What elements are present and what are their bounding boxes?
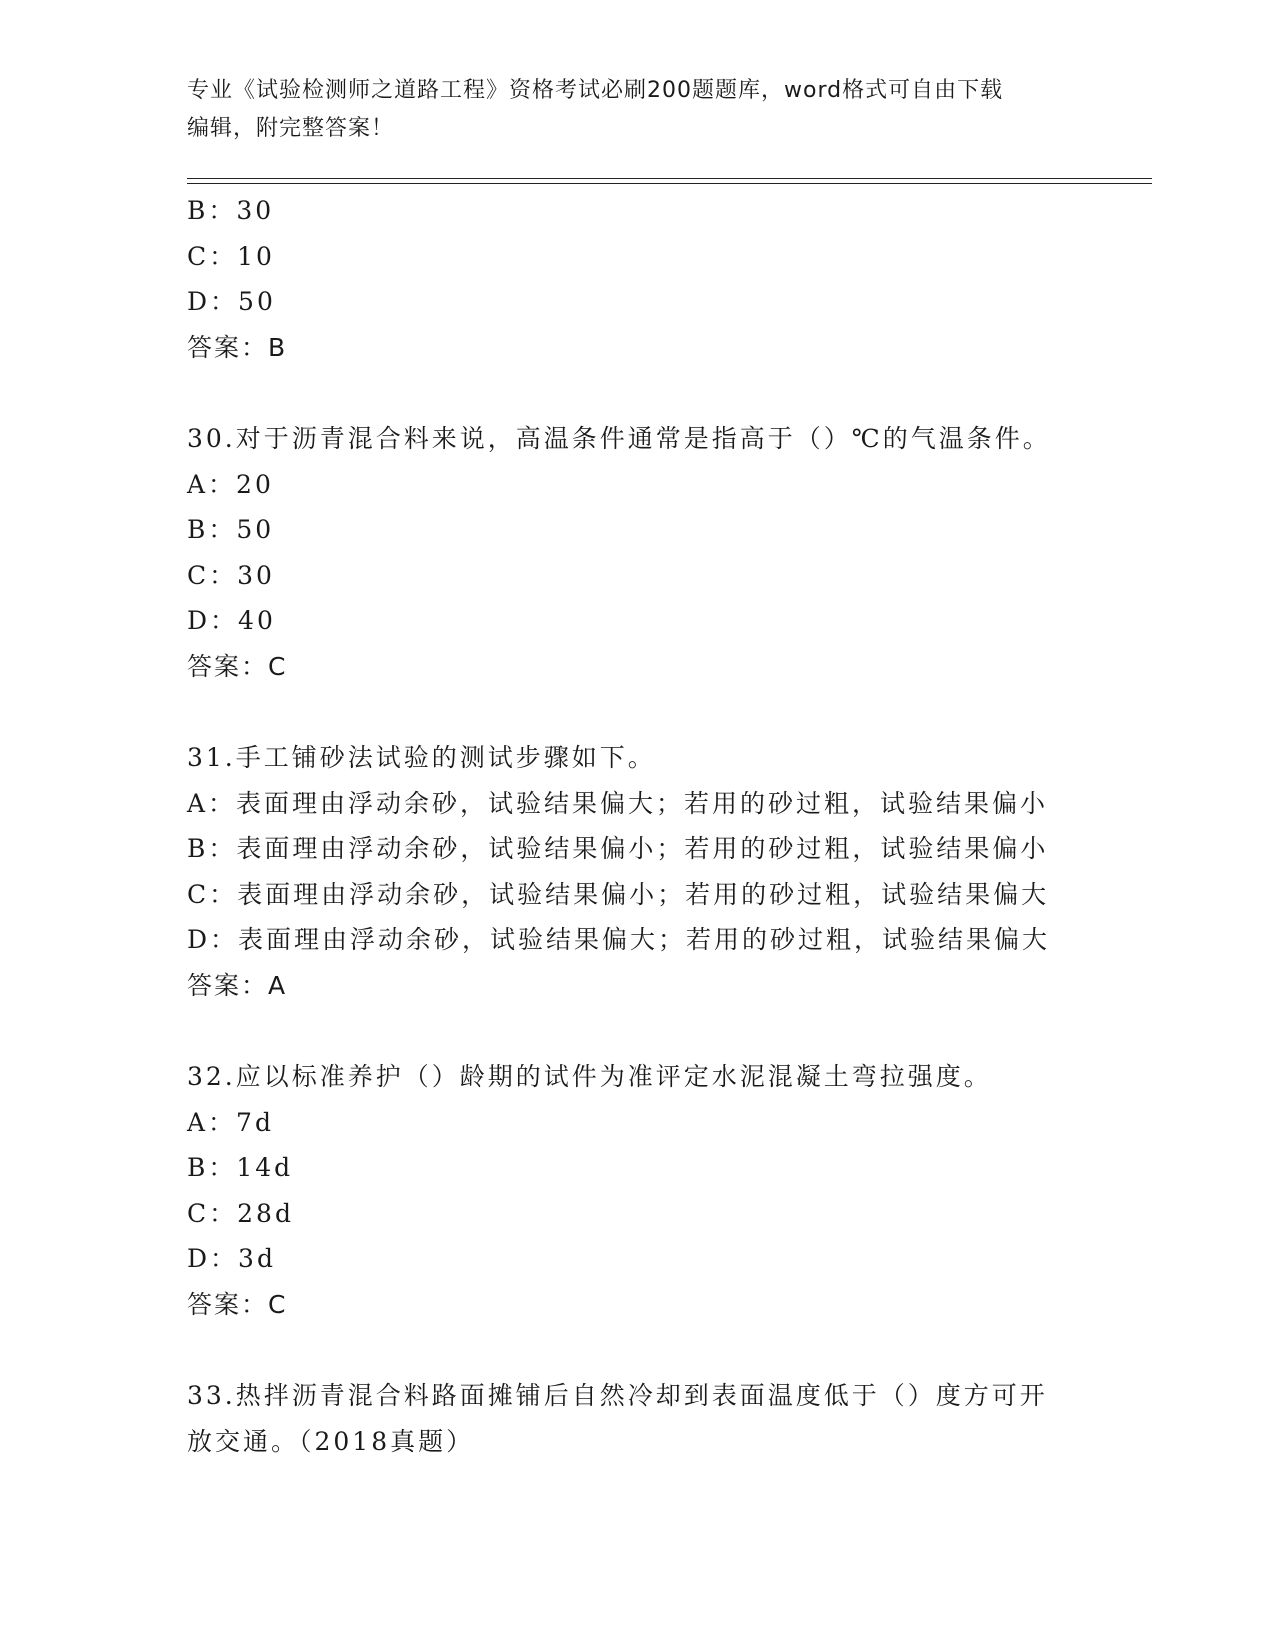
- option-b: B：30: [187, 196, 275, 225]
- header-divider-bottom: [187, 183, 1152, 184]
- option-a: A：20: [187, 469, 274, 499]
- option-d: D：40: [187, 606, 276, 635]
- option-d: D：表面理由浮动余砂，试验结果偏大；若用的砂过粗，试验结果偏大: [187, 925, 1051, 954]
- option-a: A：表面理由浮动余砂，试验结果偏大；若用的砂过粗，试验结果偏小: [187, 788, 1049, 818]
- question-stem: 30.对于沥青混合料来说，高温条件通常是指高于（）℃的气温条件。: [187, 424, 1051, 453]
- question-stem-line-2: 放交通。（2018真题）: [187, 1426, 475, 1456]
- answer-line: 答案：A: [187, 970, 288, 1000]
- header-title-line-1: 专业《试验检测师之道路工程》资格考试必刷200题题库，word格式可自由下载: [187, 78, 1004, 103]
- option-a: A：7d: [187, 1107, 274, 1137]
- header-title-line-2: 编辑，附完整答案！: [187, 116, 395, 141]
- page-header: [187, 72, 1067, 148]
- option-b: B：50: [187, 515, 275, 544]
- answer-line: 答案：C: [187, 651, 288, 681]
- option-c: C：28d: [187, 1198, 294, 1228]
- question-31: [187, 735, 1087, 1008]
- option-c: C：表面理由浮动余砂，试验结果偏小；若用的砂过粗，试验结果偏大: [187, 879, 1050, 909]
- question-stem: 31.手工铺砂法试验的测试步骤如下。: [187, 743, 656, 772]
- answer-line: 答案：C: [187, 1289, 288, 1319]
- question-32: [187, 1054, 1087, 1327]
- question-list: [187, 188, 1087, 1464]
- header-divider-top: [187, 178, 1152, 179]
- option-b: B：表面理由浮动余砂，试验结果偏小；若用的砂过粗，试验结果偏小: [187, 834, 1049, 863]
- question-stem: 32.应以标准养护（）龄期的试件为准评定水泥混凝土弯拉强度。: [187, 1062, 992, 1091]
- question-29-continued: [187, 188, 1087, 370]
- option-d: D：50: [187, 287, 276, 316]
- question-30: [187, 416, 1087, 689]
- question-33: [187, 1373, 1087, 1464]
- option-d: D：3d: [187, 1244, 276, 1273]
- question-stem-line-1: 33.热拌沥青混合料路面摊铺后自然冷却到表面温度低于（）度方可开: [187, 1381, 1048, 1410]
- answer-line: 答案：B: [187, 332, 288, 362]
- option-c: C：10: [187, 241, 275, 271]
- option-b: B：14d: [187, 1153, 294, 1182]
- option-c: C：30: [187, 560, 275, 590]
